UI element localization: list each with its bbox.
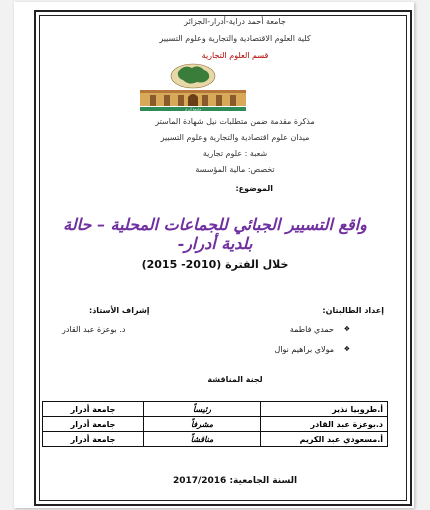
university-emblem-icon	[130, 62, 256, 112]
bullet-diamond-icon: ❖	[343, 345, 350, 353]
table-row	[43, 402, 388, 417]
academic-year: السنة الجامعية: 2017/2016	[172, 476, 298, 486]
member-role: مشرفاً	[144, 417, 261, 432]
member-university: جامعة أدرار	[43, 417, 144, 432]
committee-title: لجنة المناقشة	[207, 375, 263, 384]
subject-label: الموضوع:	[235, 184, 273, 193]
department-name: قسم العلوم التجارية	[201, 51, 269, 60]
svg-text:جامعة أدرار: جامعة أدرار	[184, 107, 202, 112]
member-role: مناقشاً	[144, 432, 261, 447]
member-name: د.بوعزة عبد القادر	[261, 417, 388, 432]
memo-field: ميدان علوم اقتصادية والتجارية وعلوم التسيير	[160, 133, 310, 142]
supervisor-name: د. بوعزة عبد القادر	[62, 325, 126, 334]
university-name: جامعة أحمد دراية-أدرار-الجزائر	[184, 17, 286, 26]
faculty-name: كلية العلوم الاقتصادية والتجارية وعلوم التسيير	[159, 34, 311, 43]
memo-specialty: تخصص: مالية المؤسسة	[195, 165, 275, 174]
member-university: جامعة أدرار	[43, 402, 144, 417]
memo-branch: شعبة : علوم تجارية	[202, 149, 268, 158]
bullet-diamond-icon: ❖	[343, 325, 350, 333]
memo-purpose: مذكرة مقدمة ضمن متطلبات نيل شهادة الماستر	[155, 117, 315, 126]
committee-table	[42, 401, 388, 447]
student-name-1: حمدي فاطمة	[289, 325, 334, 334]
member-name: أ.طروبيا نذير	[261, 402, 388, 417]
student-name-2: مولاي براهيم نوال	[274, 345, 334, 354]
member-name: أ.مسعودي عبد الكريم	[261, 432, 388, 447]
member-role: رئيساً	[144, 402, 261, 417]
study-period: خلال الفترة (2010- 2015)	[141, 258, 289, 271]
member-university: جامعة أدرار	[43, 432, 144, 447]
supervisor-label: إشراف الأستاذ:	[89, 306, 150, 315]
table-row	[43, 432, 388, 447]
students-label: إعداد الطالبتان:	[322, 306, 384, 315]
table-row	[43, 417, 388, 432]
thesis-title: واقع التسيير الجبائي للجماعات المحلية – حالة بلدية أدرار-	[63, 215, 367, 253]
